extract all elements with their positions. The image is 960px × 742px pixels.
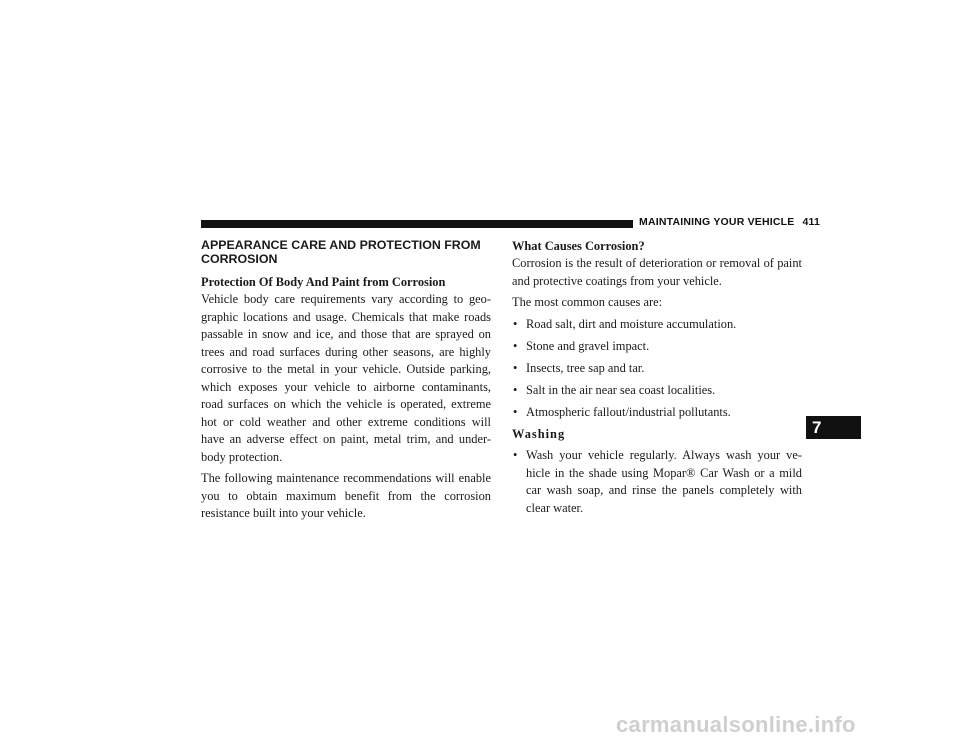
bullet-icon: •	[513, 405, 518, 419]
running-header	[639, 216, 820, 228]
left-column	[201, 238, 491, 527]
page-number: 411	[802, 216, 821, 228]
bullet-icon: •	[513, 448, 518, 462]
washing-text: Wash your vehicle regularly. Always wash your ve-hicle in the shade using Mopar® Car Wash or a mild car wash soap, and rinse the panels completely with clear water.	[526, 448, 802, 515]
bullet-icon: •	[513, 383, 518, 397]
subheading-what-causes: What Causes Corrosion?	[512, 239, 645, 253]
cause-text: Road salt, dirt and moisture accumulation.	[526, 317, 737, 331]
cause-text: Insects, tree sap and tar.	[526, 361, 645, 375]
cause-text: Salt in the air near sea coast localities.	[526, 383, 716, 397]
paragraph-body-care: Vehicle body care requirements vary according to geo-graphic locations and usage. Chemicals that make roads passable in snow and ice, and those that are sprayed on trees and road surfaces during other seasons, are highly corrosive to the metal in your vehicle. Outside parking, which exposes your vehicle to airborne contaminants, road surfaces on which the vehicle is operated, extreme hot or cold weather and other extreme conditions will have an adverse effect on paint, metal trim, and under-body protection.	[201, 292, 491, 464]
cause-text: Atmospheric fallout/industrial pollutants.	[526, 405, 731, 419]
header-section-title: MAINTAINING YOUR VEHICLE	[639, 216, 795, 228]
paragraph-corrosion-def: Corrosion is the result of deterioration or removal of paint and protective coatings from your vehicle.	[512, 256, 802, 288]
list-item	[512, 447, 802, 517]
subheading-washing: Washing	[512, 427, 566, 441]
paragraph-recommendations: The following maintenance recommendations will enable you to obtain maximum benefit from the corrosion resistance built into your vehicle.	[201, 471, 491, 520]
right-column	[512, 238, 802, 522]
washing-list	[512, 447, 802, 517]
bullet-icon: •	[513, 361, 518, 375]
paragraph-common-causes: The most common causes are:	[512, 295, 663, 309]
bullet-icon: •	[513, 339, 518, 353]
list-item	[512, 316, 802, 334]
chapter-tab: 7	[806, 416, 861, 439]
list-item	[512, 360, 802, 378]
causes-list	[512, 316, 802, 422]
subheading-protection: Protection Of Body And Paint from Corrosion	[201, 275, 446, 289]
list-item	[512, 382, 802, 400]
cause-text: Stone and gravel impact.	[526, 339, 650, 353]
header-rule	[201, 220, 633, 228]
watermark: carmanualsonline.info	[616, 712, 856, 737]
bullet-icon: •	[513, 317, 518, 331]
list-item	[512, 404, 802, 422]
section-title: APPEARANCE CARE AND PROTECTION FROM CORROSION	[201, 238, 481, 266]
list-item	[512, 338, 802, 356]
